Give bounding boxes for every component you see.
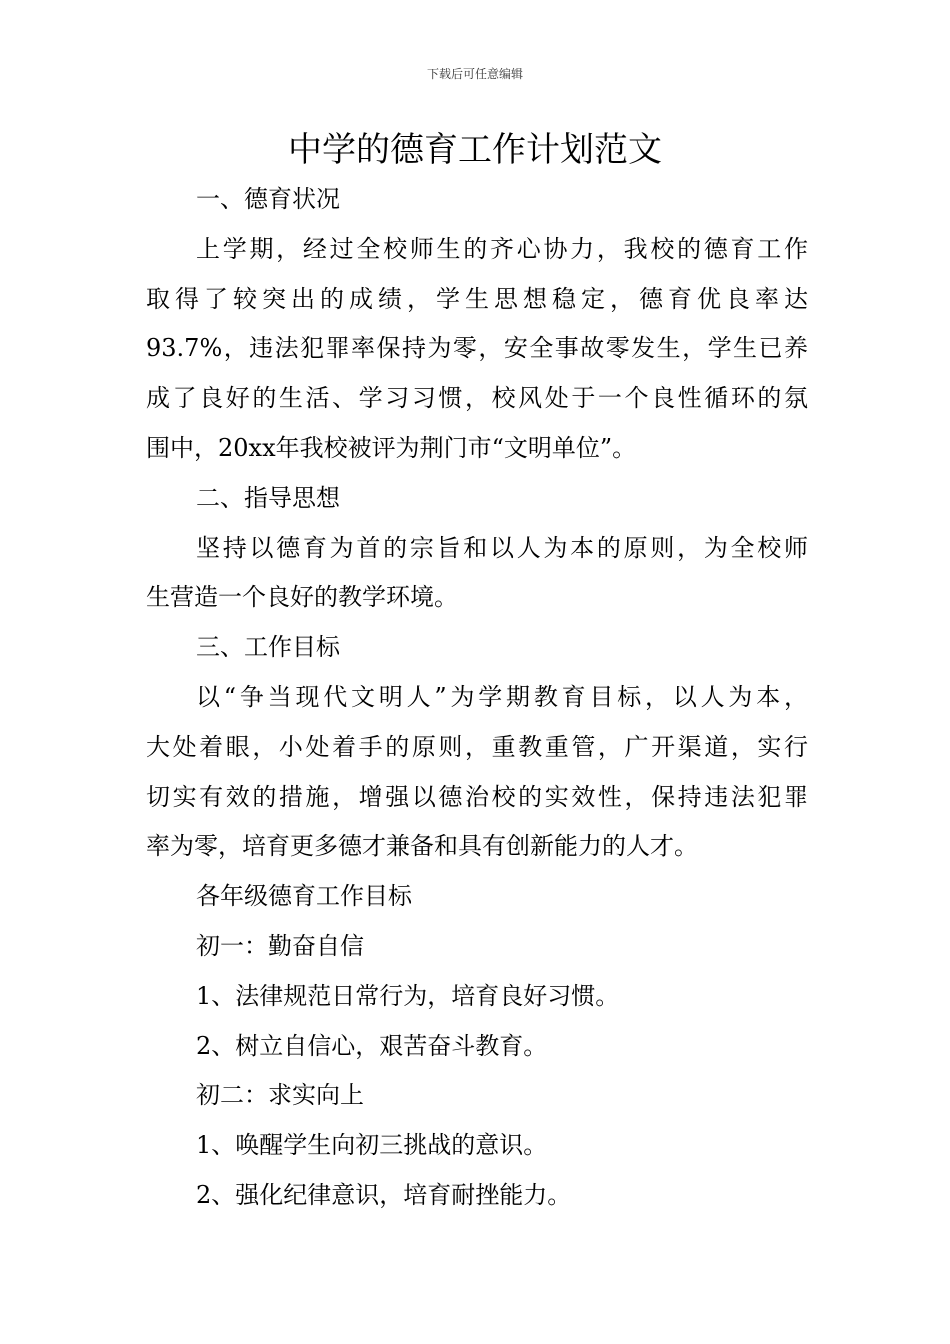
section-heading-1: 一、德育状况 [196,185,340,213]
paragraph-line: 切实有效的措施，增强以德治校的实效性，保持违法犯罪 [146,782,808,811]
paragraph-line: 坚持以德育为首的宗旨和以人为本的原则，为全校师 [196,533,808,562]
paragraph-line: 生营造一个良好的教学环境。 [146,583,458,612]
paragraph-line: 成了良好的生活、学习习惯，校风处于一个良性循环的氛 [146,384,808,413]
paragraph-line: 以“争当现代文明人”为学期教育目标，以人为本， [196,682,808,711]
paragraph-line: 围中，20xx年我校被评为荆门市“文明单位”。 [146,433,637,462]
paragraph-line: 大处着眼，小处着手的原则，重教重管，广开渠道，实行 [146,732,808,761]
list-item: 2、强化纪律意识，培育耐挫能力。 [196,1180,572,1209]
section-heading-2: 二、指导思想 [196,483,340,512]
document-title: 中学的德育工作计划范文 [288,130,662,170]
header-note: 下载后可任意编辑 [426,67,523,81]
paragraph-line: 取得了较突出的成绩，学生思想稳定，德育优良率达 [146,284,808,313]
document-body [146,175,808,1221]
list-item: 1、唤醒学生向初三挑战的意识。 [196,1131,548,1160]
paragraph-line: 93.7%，违法犯罪率保持为零，安全事故零发生，学生已养 [146,334,808,363]
paragraph-line: 上学期，经过全校师生的齐心协力，我校的德育工作 [196,234,808,263]
grade-heading-1: 初一：勤奋自信 [196,931,364,960]
paragraph-line: 率为零，培育更多德才兼备和具有创新能力的人才。 [146,832,698,861]
section-heading-3: 三、工作目标 [196,633,340,662]
list-item: 2、树立自信心，艰苦奋斗教育。 [196,1031,548,1060]
grade-heading-2: 初二：求实向上 [196,1081,364,1110]
list-item: 1、法律规范日常行为，培育良好习惯。 [196,981,620,1010]
subheading: 各年级德育工作目标 [196,882,412,911]
